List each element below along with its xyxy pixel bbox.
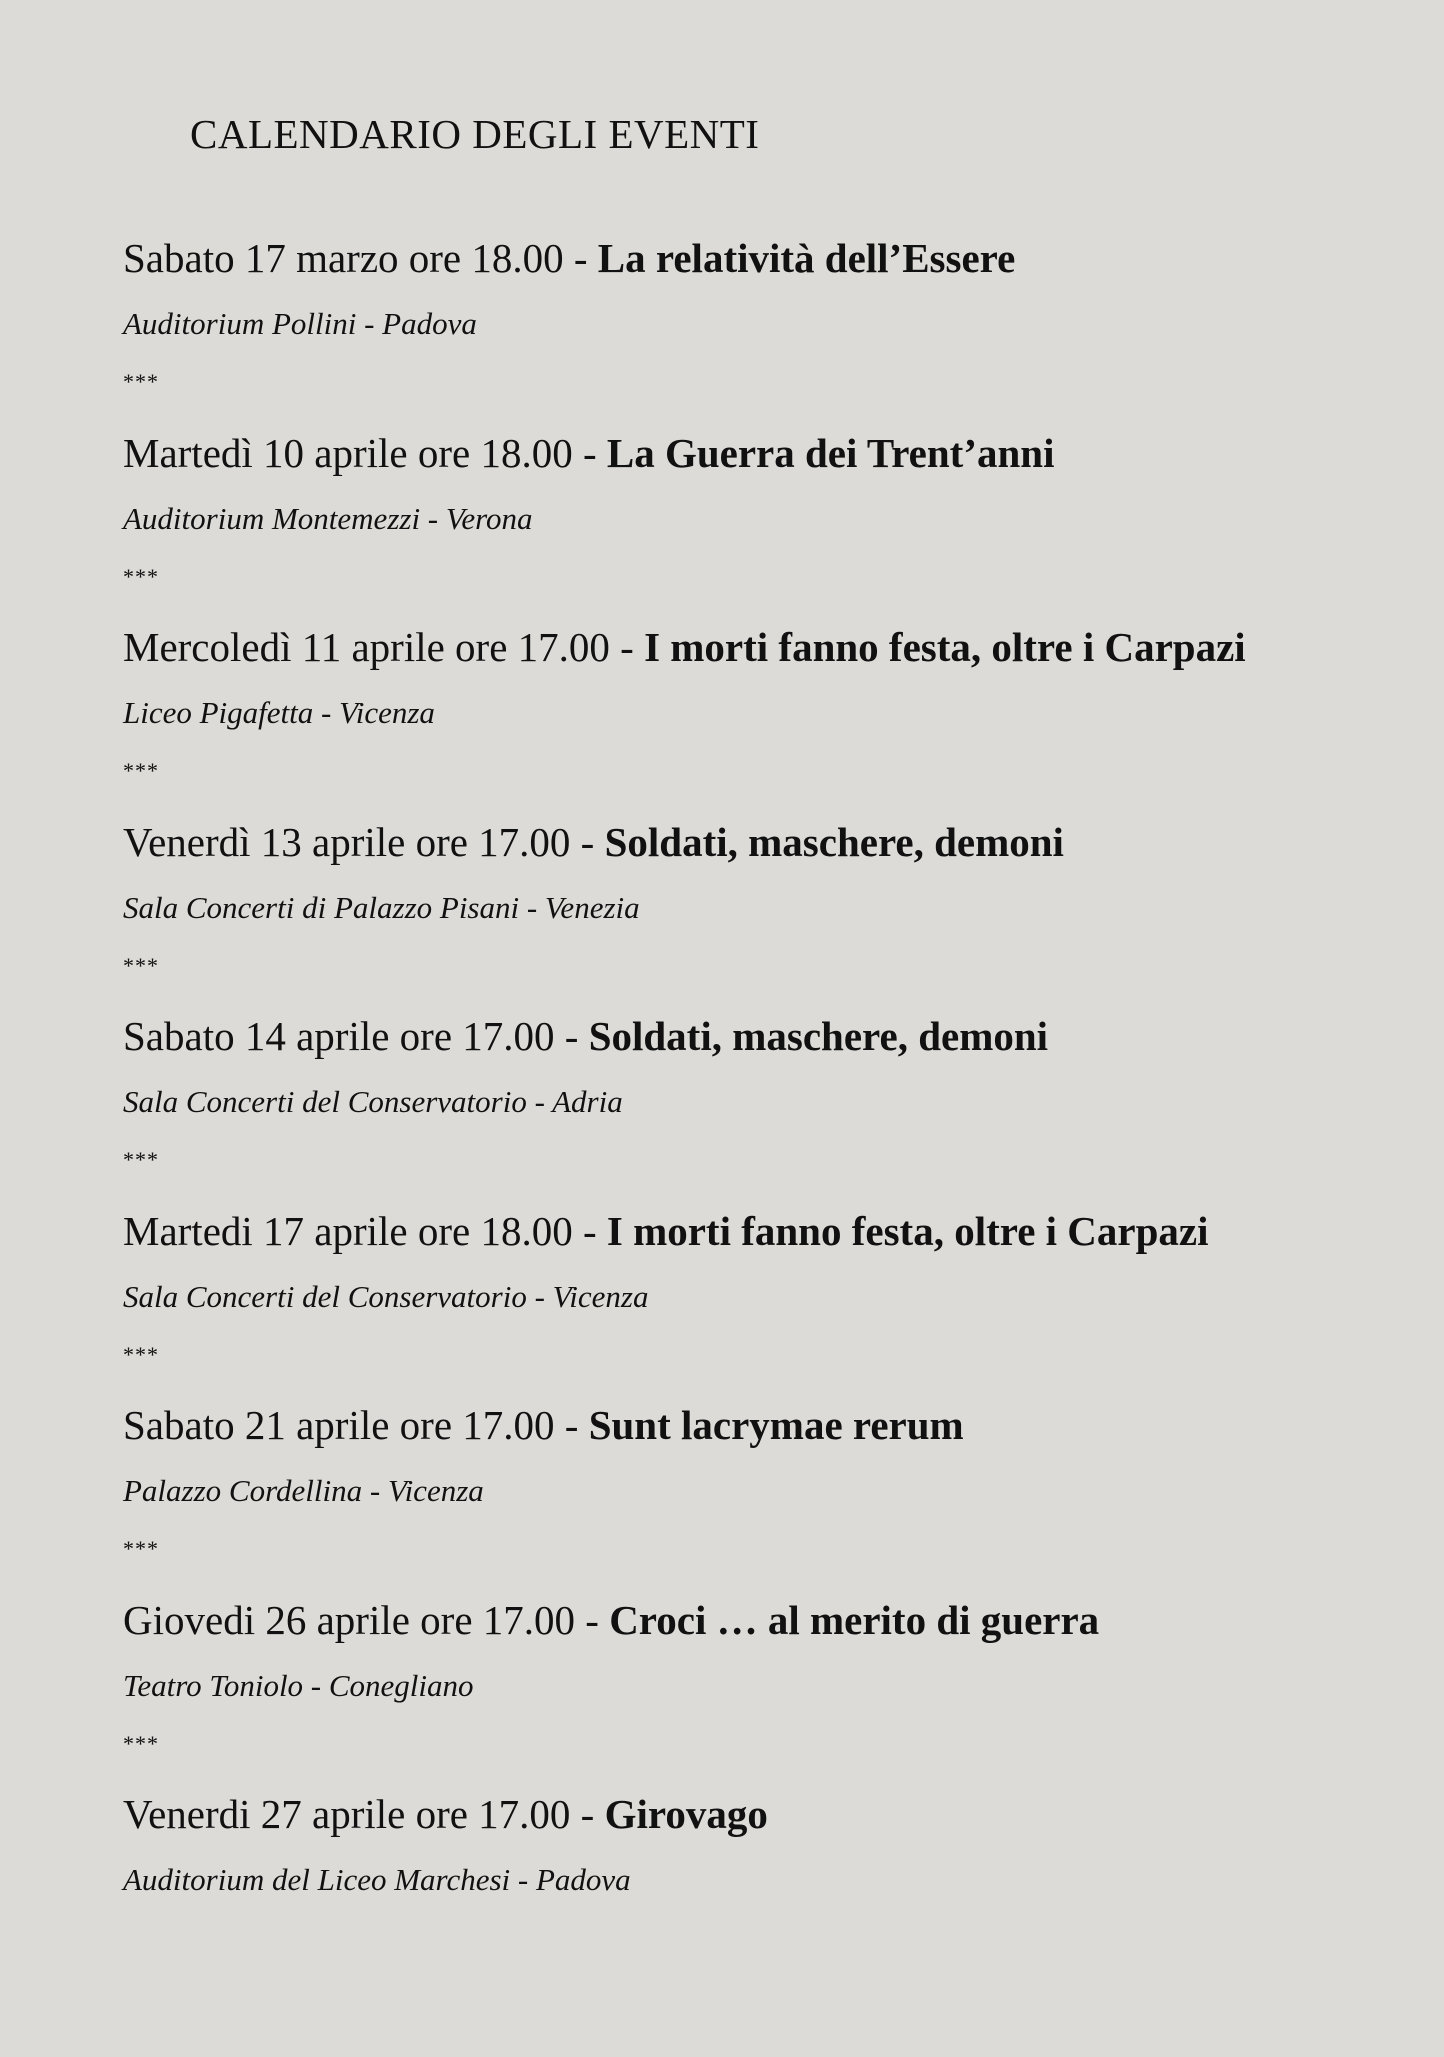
- event-date: Giovedi 26 aprile ore 17.00 -: [123, 1596, 610, 1643]
- event-separator: ***: [123, 563, 159, 589]
- event-date: Martedì 10 aprile ore 18.00 -: [123, 429, 607, 476]
- event-venue: Sala Concerti del Conservatorio - Vicenza: [123, 1278, 649, 1314]
- event-separator: ***: [123, 1536, 159, 1561]
- event-venue: Auditorium del Liceo Marchesi - Padova: [123, 1862, 631, 1897]
- event-separator: ***: [123, 369, 159, 394]
- event-venue: Teatro Toniolo - Conegliano: [123, 1667, 474, 1703]
- event-title: Croci … al merito di guerra: [609, 1596, 1100, 1643]
- event-title: La relatività dell’Essere: [597, 235, 1016, 281]
- event-item: [123, 1201, 1383, 1396]
- event-venue: Auditorium Montemezzi - Verona: [123, 500, 533, 536]
- event-title: Girovago: [604, 1791, 768, 1837]
- event-line: [123, 1201, 1208, 1261]
- event-title: I morti fanno festa, oltre i Carpazi: [606, 1207, 1209, 1254]
- event-date: Sabato 14 aprile ore 17.00 -: [123, 1013, 589, 1059]
- event-separator: ***: [123, 1341, 159, 1367]
- event-date: Sabato 21 aprile ore 17.00 -: [123, 1402, 589, 1448]
- event-title: Soldati, maschere, demoni: [588, 1013, 1049, 1059]
- page-title: CALENDARIO DEGLI EVENTI: [190, 111, 760, 157]
- event-date: Martedi 17 aprile ore 18.00 -: [123, 1207, 607, 1254]
- event-line: [123, 1006, 1048, 1066]
- event-title: La Guerra dei Trent’anni: [606, 429, 1055, 476]
- event-venue: Sala Concerti del Conservatorio - Adria: [123, 1084, 623, 1119]
- event-item: [123, 1006, 1383, 1201]
- events-list: [123, 228, 1383, 1979]
- event-separator: ***: [123, 758, 159, 783]
- event-venue: Auditorium Pollini - Padova: [123, 306, 477, 341]
- event-item: [123, 1784, 1383, 1979]
- event-line: [123, 812, 1064, 872]
- event-separator: ***: [123, 1730, 159, 1756]
- event-venue: Sala Concerti di Palazzo Pisani - Venezia: [123, 889, 640, 925]
- event-item: [123, 1590, 1383, 1785]
- event-line: [123, 1784, 768, 1844]
- event-line: [123, 617, 1246, 677]
- event-title: I morti fanno festa, oltre i Carpazi: [644, 624, 1246, 670]
- event-line: [123, 228, 1015, 288]
- event-line: [123, 1395, 964, 1455]
- event-title: Sunt lacrymae rerum: [588, 1402, 964, 1448]
- event-item: [123, 228, 1383, 423]
- event-line: [123, 423, 1054, 483]
- event-title: Soldati, maschere, demoni: [604, 818, 1064, 865]
- event-item: [123, 617, 1383, 812]
- event-venue: Palazzo Cordellina - Vicenza: [123, 1473, 484, 1508]
- event-date: Venerdì 13 aprile ore 17.00 -: [123, 818, 605, 865]
- event-date: Mercoledì 11 aprile ore 17.00 -: [123, 624, 645, 670]
- event-date: Sabato 17 marzo ore 18.00 -: [123, 235, 598, 281]
- event-item: [123, 1395, 1383, 1590]
- event-separator: ***: [123, 952, 159, 978]
- event-date: Venerdi 27 aprile ore 17.00 -: [123, 1791, 605, 1837]
- event-venue: Liceo Pigafetta - Vicenza: [123, 695, 435, 730]
- event-item: [123, 423, 1383, 618]
- event-separator: ***: [123, 1147, 159, 1172]
- event-line: [123, 1590, 1099, 1650]
- event-item: [123, 812, 1383, 1007]
